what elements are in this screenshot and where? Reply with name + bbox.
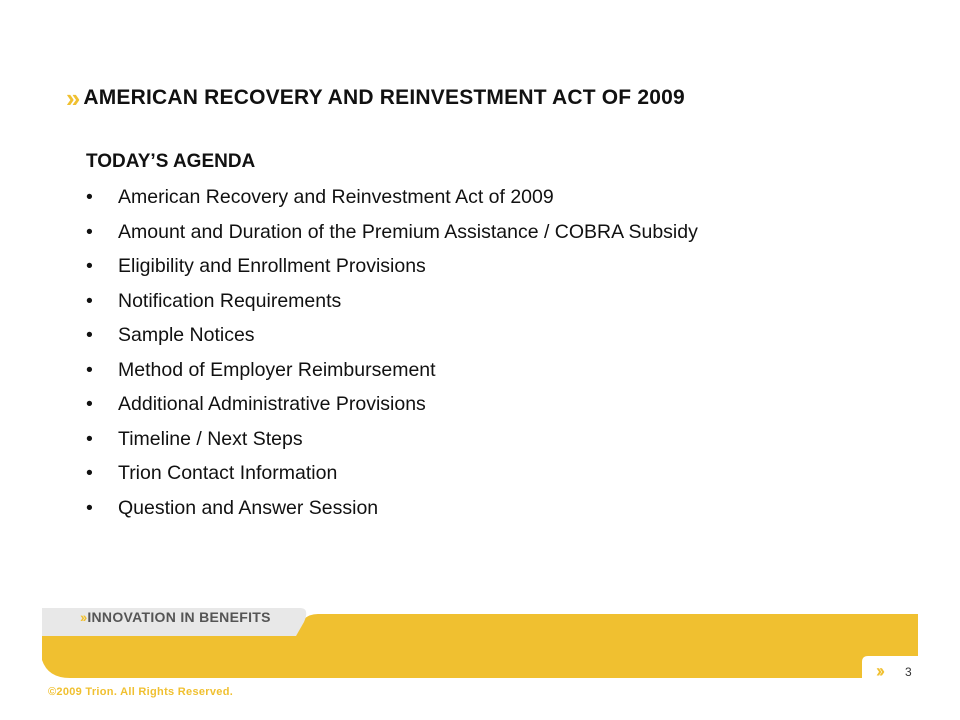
list-item [86,462,698,497]
list-item-label: Additional Administrative Provisions [118,393,426,415]
footer-tagline-label: INNOVATION IN BENEFITS [87,609,271,625]
double-chevron-icon: ›› [66,83,78,113]
list-item [86,324,698,359]
bullet-icon: • [86,220,93,243]
footer-chevron-icon: ›› [80,609,86,625]
list-item [86,428,698,463]
bullet-icon: • [86,289,93,312]
agenda-list [86,186,698,531]
copyright-text: ©2009 Trion. All Rights Reserved. [48,686,234,698]
bullet-icon: • [86,427,93,450]
bullet-icon: • [86,462,93,484]
bullet-icon: • [86,255,93,277]
agenda-heading: TODAY’S AGENDA [86,151,256,172]
list-item [86,186,698,221]
list-item-label: American Recovery and Reinvestment Act of 2009 [118,186,554,208]
bullet-icon: • [86,324,93,346]
bullet-icon: • [86,186,93,208]
list-item-label: Sample Notices [118,324,255,346]
bullet-icon: • [86,393,93,415]
list-item [86,221,698,256]
list-item-label: Eligibility and Enrollment Provisions [118,255,426,277]
list-item [86,359,698,394]
list-item [86,290,698,325]
list-item [86,255,698,290]
bullet-icon: • [86,358,93,381]
slide-title-row [66,83,685,113]
list-item-label: Timeline / Next Steps [118,427,303,450]
list-item-label: Notification Requirements [118,289,342,312]
bullet-icon: • [86,496,93,519]
page-chevron-icon: ›› [876,661,882,681]
list-item-label: Question and Answer Session [118,496,379,519]
list-item-label: Trion Contact Information [118,462,338,484]
list-item [86,393,698,428]
slide-title: AMERICAN RECOVERY AND REINVESTMENT ACT OF 2009 [83,86,685,109]
footer-tagline [80,609,271,625]
list-item-label: Method of Employer Reimbursement [118,358,436,381]
list-item [86,497,698,532]
page-number: 3 [905,665,912,679]
list-item-label: Amount and Duration of the Premium Assistance / COBRA Subsidy [118,220,698,243]
